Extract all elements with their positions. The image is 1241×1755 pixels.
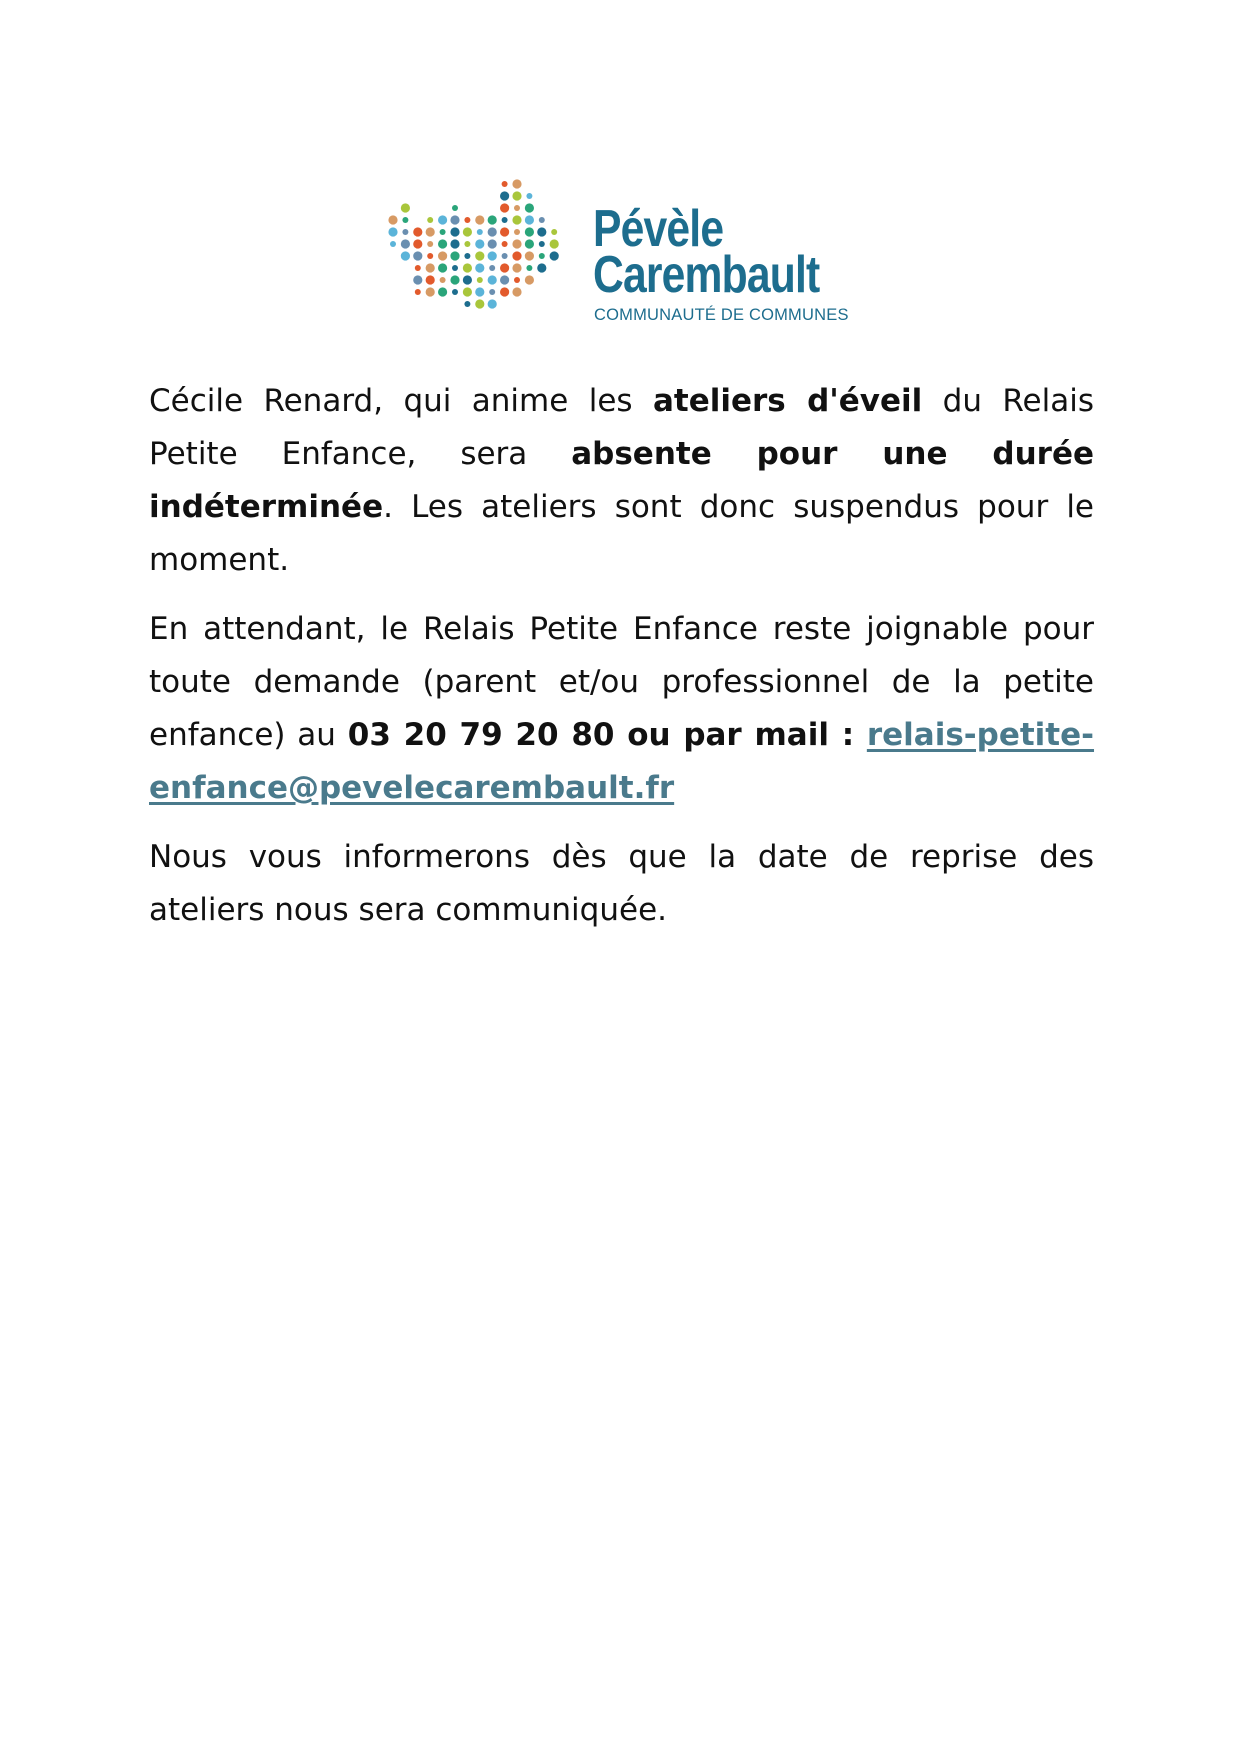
logo-dot [401,239,410,248]
logo-dot [539,241,545,247]
logo-dot [502,241,508,247]
logo-dot [452,265,458,271]
logo-dot [514,205,520,211]
pevele-carembault-logo [388,178,848,338]
logo-dot [463,263,472,272]
bold-absence-duration: absente pour une durée indéterminée [149,436,1094,525]
logo-dot [438,239,447,248]
logo-dot [452,289,458,295]
text-run: Nous vous informerons dès que la date de reprise des ateliers nous sera communiquée. [149,839,1094,928]
logo-dot [512,215,521,224]
logo-dot [500,227,509,236]
logo-dot [514,277,520,283]
text-run: Cécile Renard, qui anime les [149,383,653,419]
logo-dot [450,239,459,248]
bold-phone-number: 03 20 79 20 80 ou par mail : [347,717,867,753]
logo-dot [464,301,470,307]
logo-dot [500,275,509,284]
paragraph-resume-info [149,831,1094,937]
bold-workshops: ateliers d'éveil [652,383,923,419]
logo-dot [401,203,410,212]
logo-dot [415,265,421,271]
logo-dot [477,229,483,235]
logo-dot [477,277,483,283]
logo-title-line1: Pévèle [593,200,724,258]
logo-dot [526,193,532,199]
logo-dot [438,251,447,260]
logo-dot [388,215,397,224]
logo-dot [526,265,532,271]
logo-dot [450,227,459,236]
logo-dot [464,217,470,223]
logo-dot [502,217,508,223]
logo-dot [550,251,559,260]
logo-dot [537,263,546,272]
logo-dot [500,263,509,272]
logo-dot [463,275,472,284]
logo-dot [475,299,484,308]
logo-dot [500,287,509,296]
logo-dot [475,251,484,260]
logo-dot [413,251,422,260]
logo-dot [463,227,472,236]
logo-dot [426,263,435,272]
logo-dot [475,215,484,224]
logo-dot [438,263,447,272]
logo-dot [514,229,520,235]
logo-dot [390,241,396,247]
logo-dot [488,251,497,260]
logo-dot [426,287,435,296]
logo-dot [500,203,509,212]
logo-dot [489,265,495,271]
logo-dot [426,275,435,284]
email-link[interactable]: relais-petite-enfance@pevelecarembault.fr [149,717,1095,806]
logo-dot [427,241,433,247]
logo-subtitle: COMMUNAUTÉ DE COMMUNES [594,306,849,324]
logo-dot [539,253,545,259]
logo-dot [450,215,459,224]
logo-dot [388,227,397,236]
logo-dot [452,205,458,211]
logo-dot [402,229,408,235]
logo-dot [426,227,435,236]
logo-dot [525,215,534,224]
logo-dot [475,263,484,272]
logo-dot [512,179,521,188]
logo-dot [525,275,534,284]
logo-dot [500,191,509,200]
text-run: . Les ateliers sont donc suspendus pour le moment. [149,489,1094,578]
logo-dot [450,251,459,260]
logo-dot [512,239,521,248]
logo-dot [525,251,534,260]
logo-dot [488,299,497,308]
notice-body [149,375,1094,953]
logo-dot [440,229,446,235]
logo-dot [537,227,546,236]
logo-dot [551,229,557,235]
logo-dot [475,287,484,296]
logo-dot [525,203,534,212]
logo-dot [512,287,521,296]
logo-dot [450,275,459,284]
logo-dot [512,263,521,272]
logo-dot [512,251,521,260]
logo-dot [525,239,534,248]
text-run: En attendant, le Relais Petite Enfance reste joignable pour toute demande (parent et/ou professionnel de la petite enfance) au [149,611,1094,753]
logo-dot [525,227,534,236]
logo-dot [488,215,497,224]
logo-dot [413,275,422,284]
logo-title-line2: Carembault [593,246,820,304]
logo-dot [512,191,521,200]
paragraph-contact [149,603,1094,815]
logo-dot [415,289,421,295]
logo-dot [463,287,472,296]
logo-dot [488,275,497,284]
logo-dot [413,239,422,248]
logo-dot [413,227,422,236]
text-run: du Relais Petite Enfance, sera [149,383,1094,472]
logo-dot [427,253,433,259]
logo-dot [438,287,447,296]
logo-dot [438,215,447,224]
logo-dot [464,253,470,259]
logo-dot [440,277,446,283]
logo-dot [502,181,508,187]
logo-dot-mark [388,178,588,338]
logo-dot [488,227,497,236]
logo-dot [488,239,497,248]
logo-dot [401,251,410,260]
logo-dot [402,217,408,223]
logo-dot [427,217,433,223]
paragraph-absence [149,375,1094,587]
logo-dot [464,241,470,247]
logo-dot [475,239,484,248]
logo-dot [539,217,545,223]
logo-dot [489,289,495,295]
logo-dot [550,239,559,248]
logo-dot [502,253,508,259]
